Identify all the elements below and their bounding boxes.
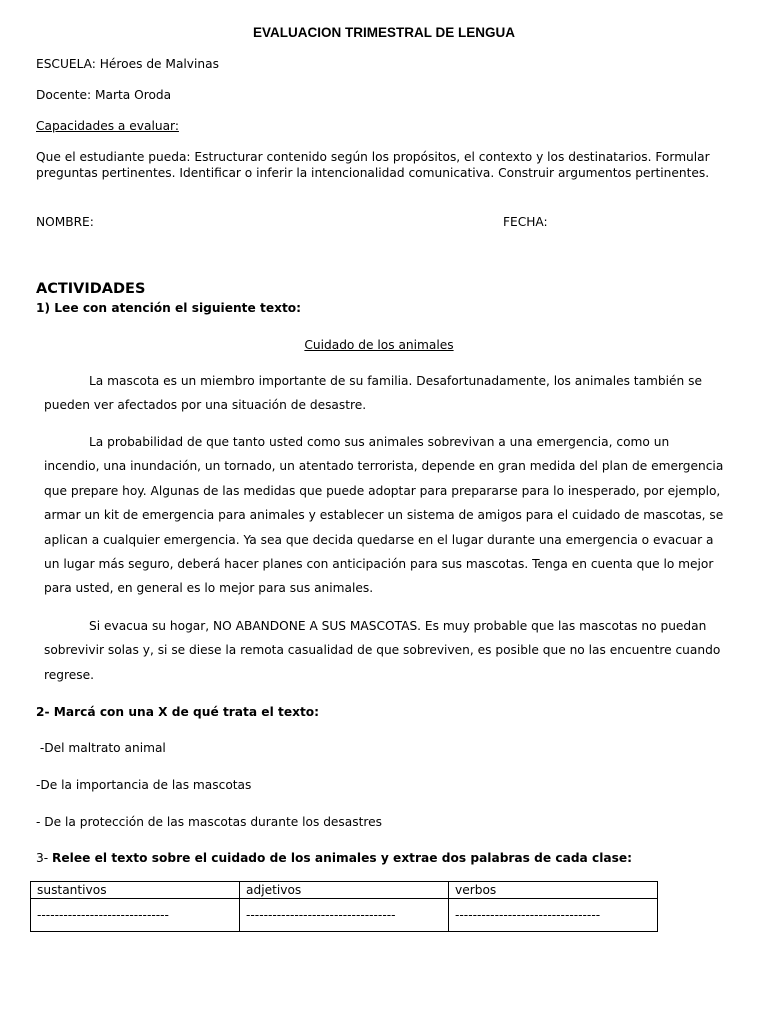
header-verbos: verbos bbox=[449, 882, 658, 899]
capacities-label: Capacidades a evaluar: bbox=[36, 119, 179, 133]
paragraph-1: La mascota es un miembro importante de su familia. Desafortunadamente, los animales también se pueden ver afectados por una situación de desastre. bbox=[44, 374, 702, 413]
activities-heading: ACTIVIDADES bbox=[36, 281, 146, 297]
answer-adjetivos[interactable]: ---------------------------------- bbox=[240, 899, 449, 932]
option-3: - De la protección de las mascotas durante los desastres bbox=[36, 815, 382, 829]
question-1: 1) Lee con atención el siguiente texto: bbox=[36, 301, 302, 315]
name-label: NOMBRE: bbox=[36, 215, 94, 229]
document-title: EVALUACION TRIMESTRAL DE LENGUA bbox=[252, 25, 515, 40]
text-title: Cuidado de los animales bbox=[304, 338, 454, 352]
option-1: -Del maltrato animal bbox=[36, 741, 166, 755]
teacher-line: Docente: Marta Oroda bbox=[36, 88, 172, 102]
capacities-text: Que el estudiante pueda: Estructurar contenido según los propósitos, el contexto y los destinatarios. Formular preguntas pertinentes. Identificar o inferir la intencionalidad comunicativa. Construir argumentos pertinentes. bbox=[36, 150, 710, 180]
question-3-number: 3- bbox=[36, 851, 53, 865]
question-2: 2- Marcá con una X de qué trata el texto: bbox=[36, 705, 320, 719]
answer-sustantivos[interactable]: ------------------------------ bbox=[31, 899, 240, 932]
question-3-text: Relee el texto sobre el cuidado de los animales y extrae dos palabras de cada clase: bbox=[52, 851, 633, 865]
word-classes-table bbox=[30, 881, 658, 932]
header-adjetivos: adjetivos bbox=[240, 882, 449, 899]
header-sustantivos: sustantivos bbox=[31, 882, 240, 899]
date-label: FECHA: bbox=[503, 215, 548, 229]
answer-verbos[interactable]: --------------------------------- bbox=[449, 899, 658, 932]
paragraph-2: La probabilidad de que tanto usted como sus animales sobrevivan a una emergencia, como un incendio, una inundación, un tornado, un atentado terrorista, depende en gran medida del plan de emergencia que prepare hoy. Algunas de las medidas que puede adoptar para prepararse para lo inesperado, por ejemplo, armar un kit de emergencia para animales y establecer un sistema de amigos para el cuidado de mascotas, se aplican a cualquier emergencia. Ya sea que decida quedarse en el lugar durante una emergencia o evacuar a un lugar más seguro, deberá hacer planes con anticipación para sus mascotas. Tenga en cuenta que lo mejor para usted, en general es lo mejor para sus animales. bbox=[44, 435, 724, 596]
table-answer-row bbox=[31, 899, 658, 932]
option-2: -De la importancia de las mascotas bbox=[36, 778, 252, 792]
school-line: ESCUELA: Héroes de Malvinas bbox=[36, 57, 219, 71]
paragraph-3: Si evacua su hogar, NO ABANDONE A SUS MASCOTAS. Es muy probable que las mascotas no puedan sobrevivir solas y, si se diese la remota casualidad de que sobreviven, es posible que no las encuentre cuando regrese. bbox=[44, 619, 721, 682]
question-3 bbox=[36, 851, 632, 865]
table-header-row bbox=[31, 882, 658, 899]
